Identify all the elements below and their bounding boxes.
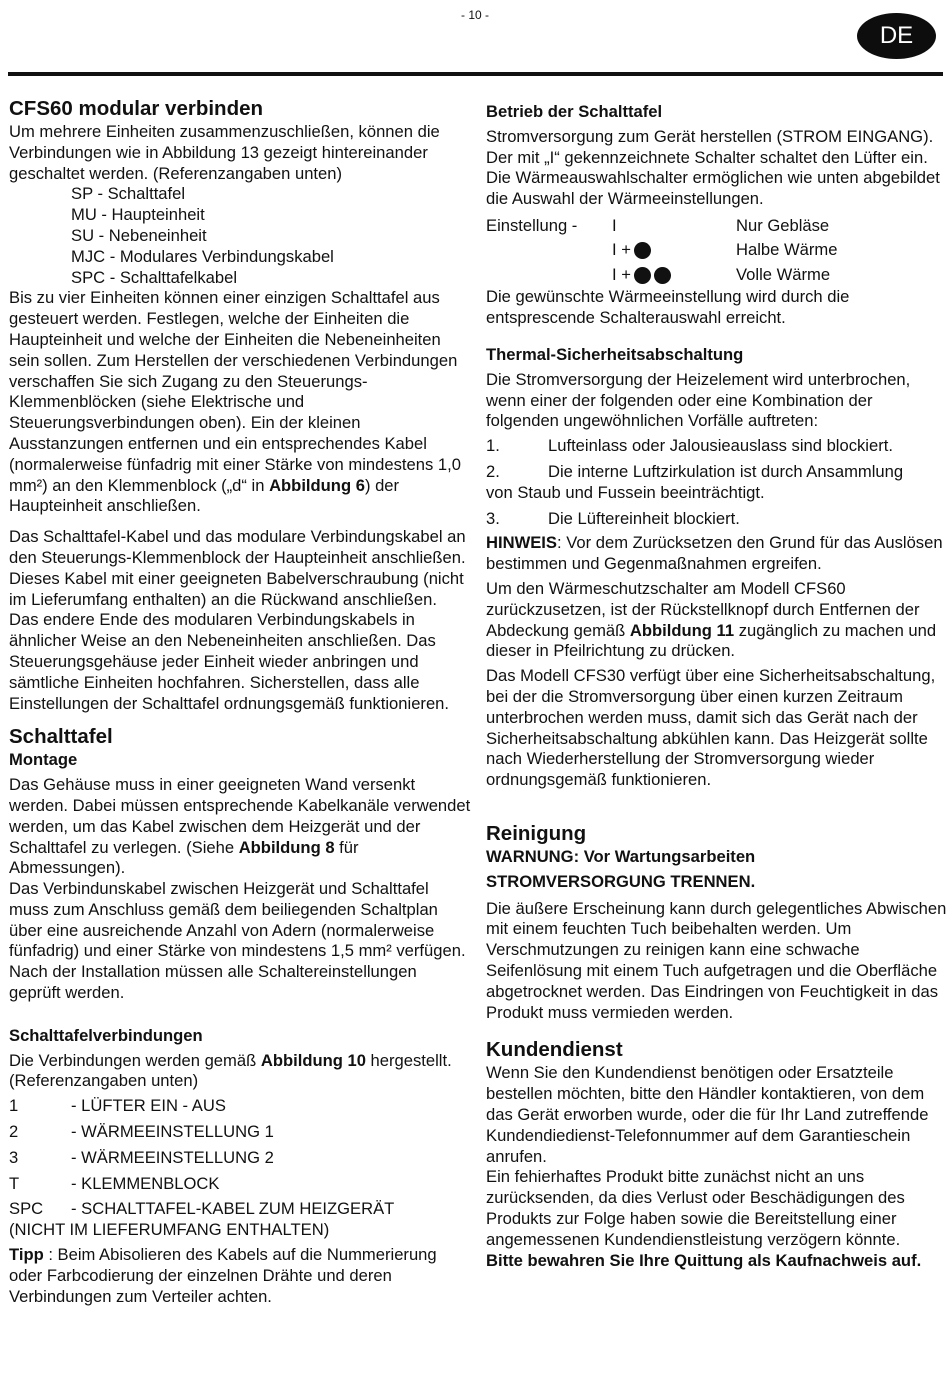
- setting-description: Volle Wärme: [736, 264, 831, 284]
- list-item: SPC - SCHALTTAFEL-KABEL ZUM HEIZGERÄT: [9, 1199, 395, 1219]
- montage-paragraph: Das Gehäuse muss in einer geeigneten Wand versenkt werden. Dabei müssen entsprechende Kabelkanäle verwendet werden, um das Kabel zwischen dem Heizgerät und der Schalttafel zu verlegen. (Siehe Abbildung 8 für Abmessungen).: [9, 775, 471, 878]
- tip-paragraph: Tipp : Beim Abisolieren des Kabels auf die Nummerierung oder Farbcodierung der einzelnen Drähte und deren Verbindungen zum Verteiler achten.: [9, 1245, 437, 1306]
- receipt-note: Bitte bewahren Sie Ihre Quittung als Kaufnachweis auf.: [486, 1250, 922, 1270]
- reference-item: SP - Schalttafel: [71, 184, 186, 204]
- header-rule: [8, 72, 943, 76]
- settings-row: [486, 263, 948, 288]
- switch-symbol: I +: [612, 265, 736, 286]
- subsection-title-montage: Montage: [9, 750, 78, 770]
- language-badge: DE: [857, 13, 936, 59]
- settings-table: [486, 214, 948, 288]
- list-item: T - KLEMMENBLOCK: [9, 1173, 220, 1193]
- settings-row: [486, 214, 948, 239]
- montage-cable-paragraph: Das Verbindunskabel zwischen Heizgerät und Schalttafel muss zum Anschluss gemäß dem beiliegenden Schaltplan über eine ausreichende Anzahl von Adern (normalerweise fünfadrig) und einer Stärke von mindestens 1,5 mm² verfügen.: [9, 879, 466, 961]
- service-paragraph: Wenn Sie den Kundendienst benötigen oder Ersatzteile bestellen möchten, bitte den Händler kontaktieren, von dem das Gerät erworben wurde, oder die für Ihr Land zutreffende Kundendiedienst-Telefonnummer auf dem Garantieschein anrufen.: [486, 1063, 929, 1166]
- cleaning-paragraph: Die äußere Erscheinung kann durch gelegentliches Abwischen mit einem feuchten Tuch beibehalten werden. Um Verschmutzungen zu reinigen kann eine schwache Seifenlösung mit einem Tuch aufgetragen und die Oberfläche abgetrocknet werden. Das Eindringen von Feuchtigkeit in das Produkt muss vermieden werden.: [486, 898, 947, 1022]
- reset-paragraph: Um den Wärmeschutzschalter am Modell CFS60 zurückzusetzen, ist der Rückstellknopf durch Entfernen der Abdeckung gemäß Abbildung 11 zugänglich zu machen und dieser in Pfeilrichtung zu drücken.: [486, 579, 937, 661]
- page-number: - 10 -: [460, 8, 489, 22]
- setting-description: Nur Gebläse: [736, 215, 830, 235]
- settings-row: [486, 238, 948, 263]
- hint-paragraph: HINWEIS: Vor dem Zurücksetzen den Grund für das Auslösen bestimmen und Gegenmaßnahmen ergreifen.: [486, 533, 943, 574]
- reference-item: MJC - Modulares Verbindungskabel: [71, 246, 334, 266]
- cfs30-paragraph: Das Modell CFS30 verfügt über eine Sicherheitsabschaltung, bei der die Stromversorgung über einen kurzen Zeitraum unterbrochen werden muss, damit sich das Gerät nach der Sicherheitsabschaltung abkühlen kann. Das Heizgerät sollte nach Wiederherstellung der Stromversorgung wieder ordnungsgemäß funktionieren.: [486, 666, 936, 790]
- subsection-title-operation: Betrieb der Schalttafel: [486, 102, 663, 121]
- list-item: 1. Lufteinlass oder Jalousieauslass sind blockiert.: [486, 436, 893, 456]
- service-return-paragraph: Ein fehierhaftes Produkt bitte zunächst nicht an uns zurücksenden, da dies Verlust oder Beschädigungen des Produkts zur Folge haben sowie die Bereitstellung einer angemessenen Kundendienstleistung verzögern könnte.: [486, 1167, 905, 1249]
- heat-dot-icon: [634, 242, 651, 259]
- connections-paragraph: Die Verbindungen werden gemäß Abbildung 10 hergestellt. (Referenzangaben unten): [9, 1050, 452, 1091]
- right-column: [486, 96, 948, 1271]
- thermal-paragraph: Die Stromversorgung der Heizelement wird unterbrochen, wenn einer der folgenden oder eine Kombination der folgenden ungewöhnlichen Vorfälle auftreten:: [486, 369, 911, 431]
- subsection-title-thermal: Thermal-Sicherheitsabschaltung: [486, 345, 744, 365]
- reference-item: MU - Haupteinheit: [71, 205, 205, 225]
- units-paragraph: Bis zu vier Einheiten können einer einzigen Schalttafel aus gesteuert werden. Festlegen, welche der Einheiten die Haupteinheit und welche der Einheiten die Nebeneinheiten sein sollen. Zum Herstellen der verschiedenen Verbindungen verschaffen Sie sich Zugang zu den Steuerungs-Klemmenblöcken (siehe Elektrische und Steuerungsverbindungen oben). Ein der kleinen Ausstanzungen entfernen und ein entsprechendes Kabel (normalerweise fünfadrig mit einer Stärke von mindestens 1,0 mm²) an den Klemmenblock („d“ in Abbildung 6) der Haupteinheit anschließen.: [9, 288, 461, 516]
- switch-symbol: I: [612, 215, 617, 235]
- list-item: 3. Die Lüftereinheit blockiert.: [486, 508, 740, 528]
- connection-list: [9, 1096, 471, 1241]
- heat-dot-icon: [634, 267, 651, 284]
- thermal-list: [486, 436, 948, 529]
- warning-line: STROMVERSORGUNG TRENNEN.: [486, 871, 756, 891]
- settings-result-paragraph: Die gewünschte Wärmeeinstellung wird durch die entsprescende Schalterauswahl erreicht.: [486, 287, 850, 328]
- list-item: 1 - LÜFTER EIN - AUS: [9, 1096, 226, 1116]
- montage-check-paragraph: Nach der Installation müssen alle Schaltereinstellungen geprüft werden.: [9, 962, 417, 1003]
- heat-dot-icon: [654, 267, 671, 284]
- subsection-title-connections: Schalttafelverbindungen: [9, 1025, 203, 1045]
- operation-paragraph: Stromversorgung zum Gerät herstellen (STROM EINGANG). Der mit „I“ gekennzeichnete Schalter schaltet den Lüfter ein. Die Wärmeauswahlschalter ermöglichen wie unten abgebildet die Auswahl der Wärmeeinstellungen.: [486, 126, 940, 209]
- left-column: [9, 96, 471, 1307]
- reference-list: [9, 184, 471, 288]
- intro-paragraph: Um mehrere Einheiten zusammenzuschließen, können die Verbindungen wie in Abbildung 13 gezeigt hintereinander geschaltet werden. (Referenzangaben unten): [9, 122, 440, 183]
- cable-paragraph: Das Schalttafel-Kabel und das modulare Verbindungskabel an den Steuerungs-Klemmenblock der Haupteinheit anschließen. Dieses Kabel mit einer geeigneten Babelverschraubung (nicht im Lieferumfang enthalten) an die Rückwand anschließen. Das endere Ende des modularen Verbindungskabels in ähnlicher Weise an den Nebeneinheiten anschließen. Das Steuerungsgehäuse jeder Einheit wieder anbringen und sämtliche Einheiten hochfahren. Sicherstellen, dass alle Einstellungen der Schalttafel ordnungsgemäß funktionieren.: [9, 527, 466, 713]
- section-title-modular: CFS60 modular verbinden: [9, 97, 264, 120]
- reference-item: SPC - Schalttafelkabel: [71, 267, 238, 287]
- section-title-cleaning: Reinigung: [486, 822, 587, 846]
- settings-label: Einstellung -: [486, 215, 578, 235]
- switch-symbol: I +: [612, 240, 736, 261]
- list-item: 3 - WÄRMEEINSTELLUNG 2: [9, 1147, 274, 1167]
- list-item-continuation: (NICHT IM LIEFERUMFANG ENTHALTEN): [9, 1220, 330, 1240]
- warning-line: WARNUNG: Vor Wartungsarbeiten: [486, 847, 756, 867]
- list-item: 2. Die interne Luftzirkulation ist durch Ansammlung von Staub und Fussein beeinträchtigt.: [486, 462, 904, 502]
- setting-description: Halbe Wärme: [736, 240, 838, 260]
- section-title-service: Kundendienst: [486, 1038, 623, 1062]
- section-title-schalttafel: Schalttafel: [9, 725, 113, 749]
- reference-item: SU - Nebeneinheit: [71, 225, 207, 245]
- list-item: 2 - WÄRMEEINSTELLUNG 1: [9, 1122, 274, 1142]
